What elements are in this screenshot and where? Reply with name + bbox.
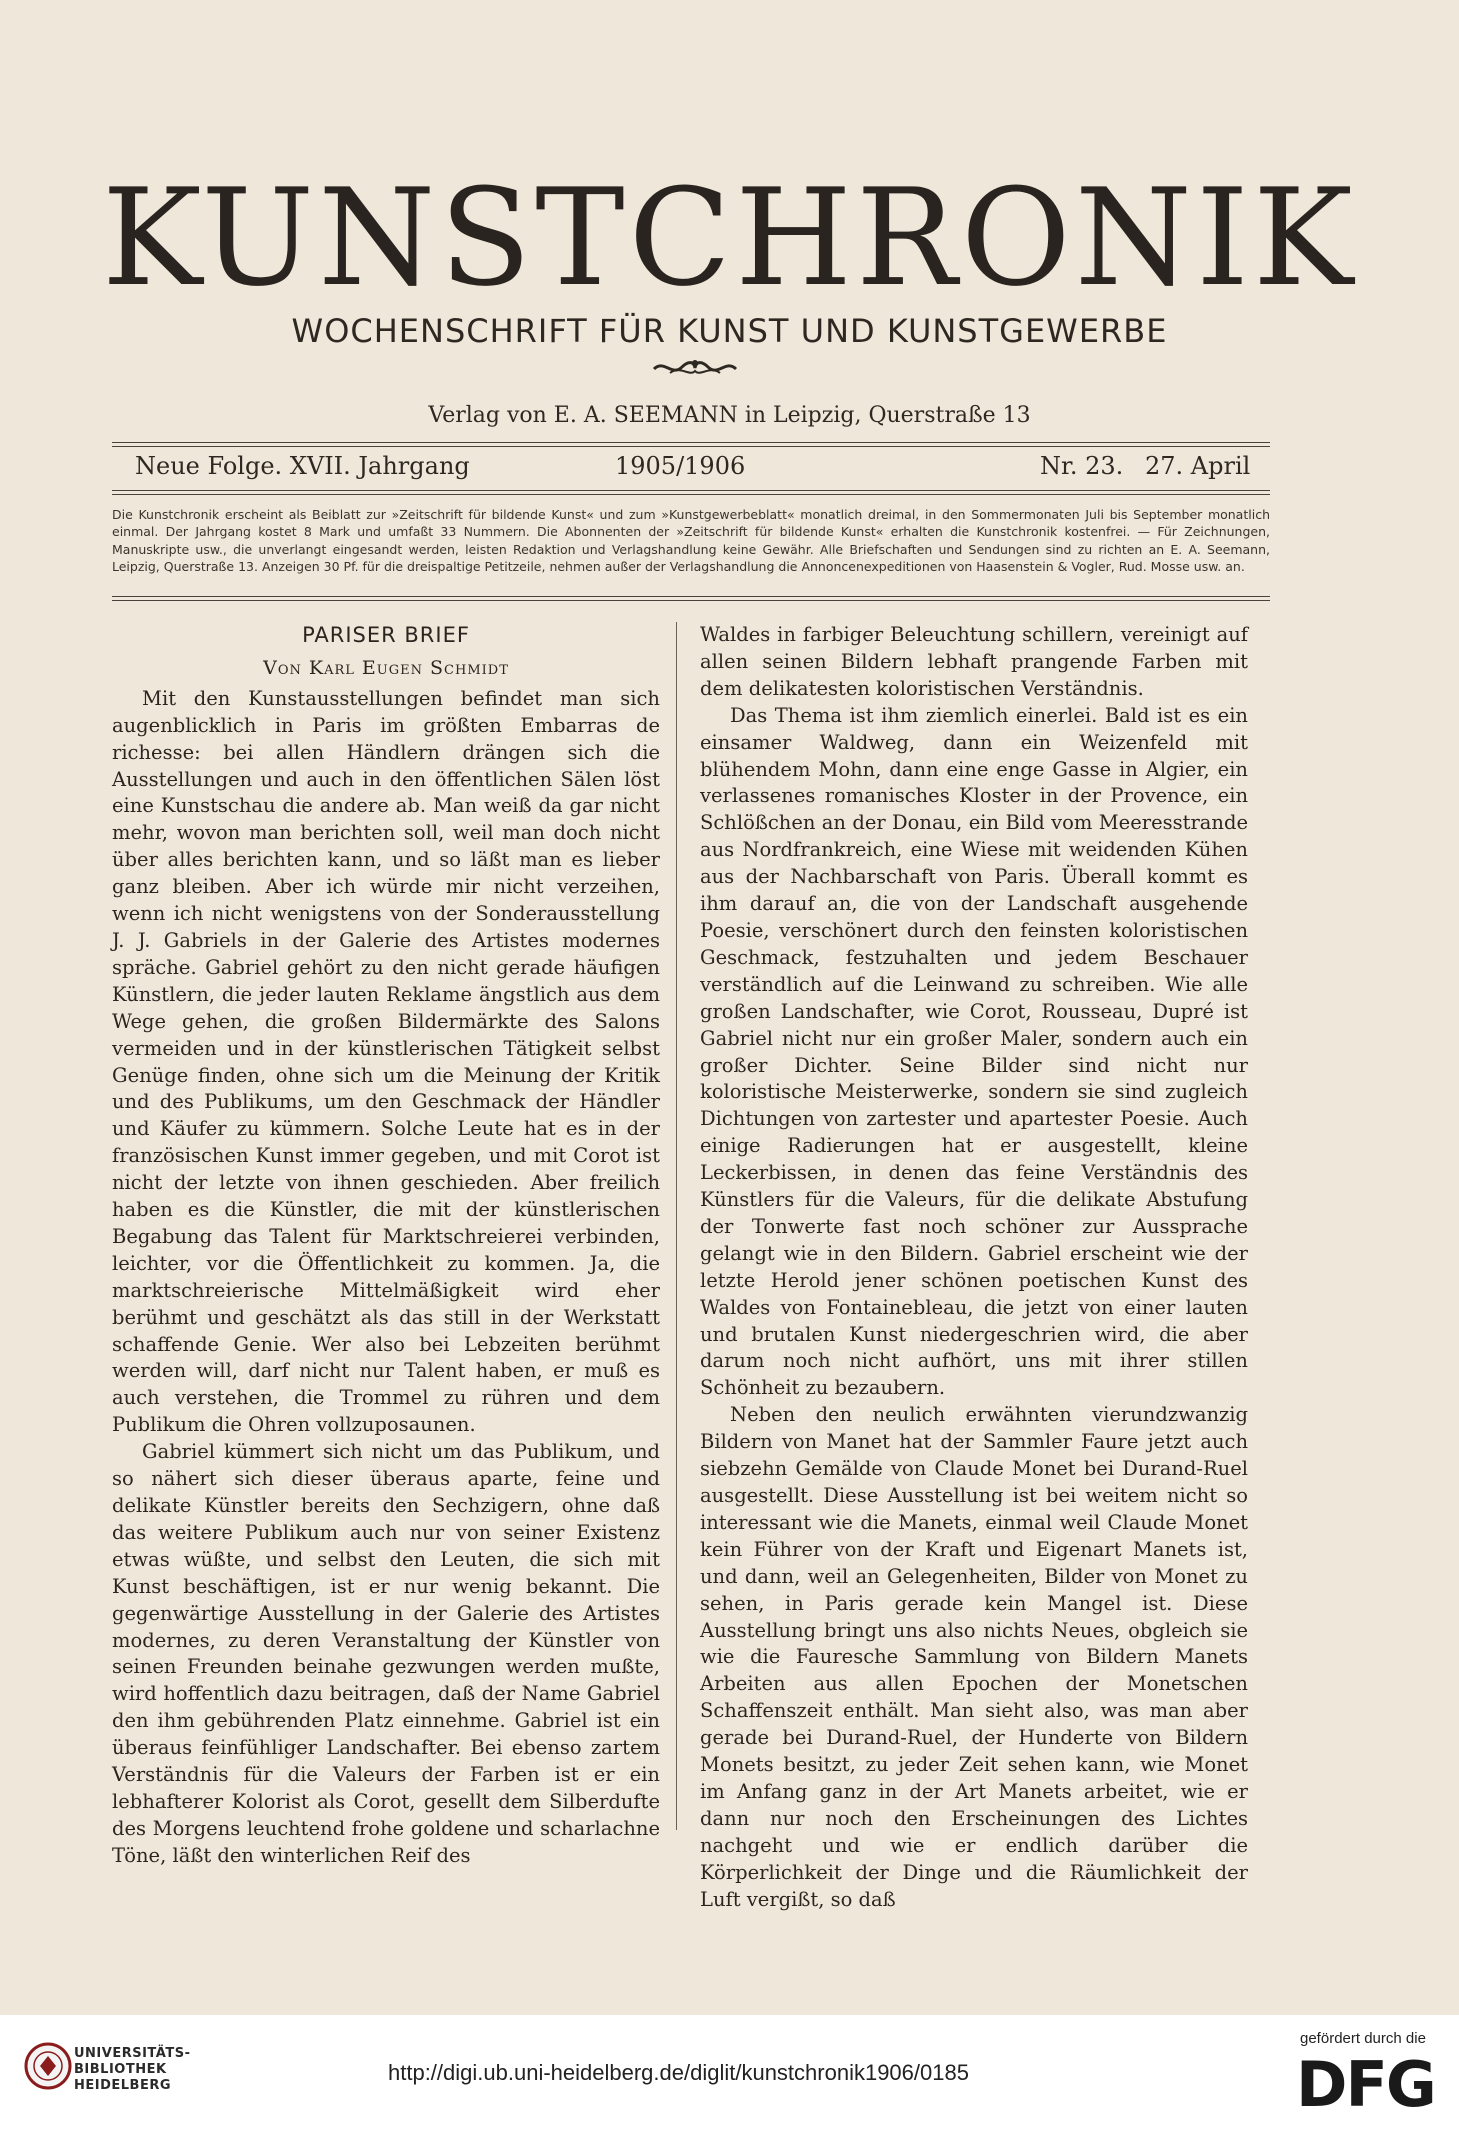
- issue-year: 1905/1906: [615, 452, 746, 480]
- journal-title: KUNSTCHRONIK: [101, 160, 1358, 316]
- publisher-line: Verlag von E. A. SEEMANN in Leipzig, Querstraße 13: [428, 403, 1031, 428]
- dfg-logo: DFG: [1296, 2048, 1435, 2121]
- paragraph: Mit den Kunstausstellungen befindet man sich augenblicklich in Paris im größten Embarras de richesse: bei allen Händlern drängen sich die Ausstellungen und auch in den öffentlichen Sälen löst eine Kunstschau die andere ab. Man weiß da gar nicht mehr, wovon man berichten soll, weil man doch nicht über alles berichten kann, und so läßt man es lieber ganz bleiben. Aber ich würde mir nicht verzeihen, wenn ich nicht wenigstens von der Sonderausstellung J. J. Gabriels in der Galerie des Artistes modernes spräche. Gabriel gehört zu den nicht gerade häufigen Künstlern, die jeder lauten Reklame ängstlich aus dem Wege gehen, die großen Bildermärkte des Salons vermeiden und in der künstlerischen Tätigkeit selbst Genüge finden, ohne sich um die Meinung der Kritik und des Publikums, um den Geschmack der Händler und Käufer zu kümmern. Solche Leute hat es in der französischen Kunst immer gegeben, und mit Corot ist nicht der letzte von ihnen geschieden. Aber freilich haben es die Künstler, die mit der künstlerischen Begabung das Talent für Marktschreierei verbinden, leichter, vor die Öffentlichkeit zu kommen. Ja, die marktschreierische Mittelmäßigkeit wird eher berühmt und geschätzt als das still in der Werkstatt schaffende Genie. Wer also bei Lebzeiten berühmt werden will, darf nicht nur Talent haben, er muß es auch verstehen, die Trommel zu rühren und dem Publikum die Ohren vollzuposaunen.: [112, 686, 660, 1437]
- source-url[interactable]: http://digi.ub.uni-heidelberg.de/diglit/kunstchronik1906/0185: [388, 2060, 969, 2085]
- issue-line: [135, 452, 1251, 486]
- divider: [112, 596, 1270, 597]
- paragraph: Neben den neulich erwähnten vierundzwanzig Bildern von Manet hat der Sammler Faure jetzt auch siebzehn Gemälde von Claude Monet bei Durand-Ruel ausgestellt. Diese Ausstellung ist bei weitem nicht so interessant wie die Manets, einmal weil Claude Monet kein Führer von der Kraft und Eigenart Manets ist, und dann, weil an Gelegenheiten, Bilder von Monet zu sehen, in Paris gerade kein Mangel ist. Diese Ausstellung bringt uns also nichts Neues, obgleich sie wie die Fauresche Sammlung von Bildern Manets Arbeiten aus allen Epochen der Monetschen Schaffenszeit enthält. Man sieht also, was man aber gerade bei Durand-Ruel, der Hunderte von Bildern Monets besitzt, zu jeder Zeit sehen kann, wie Monet im Anfang ganz in der Art Manets arbeitet, wie er dann nur noch den Erscheinungen des Lichtes nachgeht und wie er endlich darüber die Körperlichkeit der Dinge und die Räumlichkeit der Luft vergißt, so daß: [700, 1403, 1248, 1911]
- issue-series: Neue Folge. XVII. Jahrgang: [135, 452, 470, 480]
- funding-label: gefördert durch die: [1300, 2030, 1426, 2047]
- paragraph: Gabriel kümmert sich nicht um das Publikum, und so nähert sich dieser überaus aparte, feine und delikate Künstler bereits den Sechzigern, ohne daß das weitere Publikum auch nur von seiner Existenz etwas wüßte, und selbst den Leuten, die sich mit Kunst beschäftigen, ist er nur wenig bekannt. Die gegenwärtige Ausstellung in der Galerie des Artistes modernes, zu deren Veranstaltung der Künstler von seinen Freunden beinahe gezwungen werden mußte, wird hoffentlich dazu beitragen, daß der Name Gabriel den ihm gebührenden Platz einnehme. Gabriel ist ein überaus feinfühliger Landschafter. Bei ebenso zartem Verständnis für die Valeurs der Farben ist er ein lebhafterer Kolorist als Corot, gesellt dem Silberdufte des Morgens leuchtend frohe goldene und scharlachne Töne, läßt den winterlichen Reif des: [112, 1440, 660, 1867]
- issue-date: 27. April: [1145, 452, 1251, 480]
- journal-subtitle: WOCHENSCHRIFT FÜR KUNST UND KUNSTGEWERBE: [291, 312, 1168, 350]
- divider: [112, 446, 1270, 447]
- left-column: [112, 622, 660, 1870]
- subscription-notice: Die Kunstchronik erscheint als Beiblatt zur »Zeitschrift für bildende Kunst« und zum »Kunstgewerbeblatt« monatlich dreimal, in den Sommermonaten Juli bis September monatlich einmal. Der Jahrgang kostet 8 Mark und umfaßt 33 Nummern. Die Abonnenten der »Zeitschrift für bildende Kunst« erhalten die Kunstchronik kostenfrei. — Für Zeichnungen, Manuskripte usw., die unverlangt eingesandt werden, leisten Redaktion und Verlagshandlung keine Gewähr. Alle Briefschaften und Sendungen sind zu richten an E. A. Seemann, Leipzig, Querstraße 13. Anzeigen 30 Pf. für die dreispaltige Petitzeile, nehmen außer der Verlagshandlung die Annoncenexpeditionen von Haasenstein & Vogler, Rud. Mosse usw. an.: [112, 507, 1270, 574]
- issue-number: Nr. 23.: [1040, 452, 1124, 480]
- divider: [112, 600, 1270, 601]
- library-name: UNIVERSITÄTS- BIBLIOTHEK HEIDELBERG: [74, 2046, 191, 2093]
- divider: [112, 490, 1270, 491]
- paragraph: Das Thema ist ihm ziemlich einerlei. Bald ist es ein einsamer Waldweg, dann ein Weizenfeld mit blühendem Mohn, dann eine enge Gasse in Algier, ein verlassenes romanisches Kloster in der Provence, ein Schlößchen an der Donau, ein Bild vom Meeresstrande aus Nordfrankreich, eine Wiese mit weidenden Kühen aus der Nachbarschaft von Paris. Überall kommt es ihm darauf an, die von der Landschaft ausgehende Poesie, verschönert durch den feinsten koloristischen Geschmack, festzuhalten und jedem Beschauer verständlich auf die Leinwand zu schreiben. Wie alle großen Landschafter, wie Corot, Rousseau, Dupré ist Gabriel nicht nur ein großer Maler, sondern auch ein großer Dichter. Seine Bilder sind nicht nur koloristische Meisterwerke, sondern sie sind zugleich Dichtungen von zartester und apartester Poesie. Auch einige Radierungen hat er ausgestellt, kleine Leckerbissen, in denen das feine Verständnis des Künstlers für die Valeurs, für die delikate Abstufung der Tonwerte fast noch schöner zur Aussprache gelangt wie in den Bildern. Gabriel erscheint wie der letzte Herold jener schönen poetischen Kunst des Waldes von Fontainebleau, die jetzt von einer lauten und brutalen Kunst niedergeschrien wird, die aber darum noch nicht aufhört, uns mit ihrer stillen Schönheit zu bezaubern.: [700, 703, 1248, 1400]
- divider: [112, 494, 1270, 495]
- article-title: PARISER BRIEF: [302, 623, 470, 647]
- right-column: [700, 622, 1248, 1914]
- paragraph: Waldes in farbiger Beleuchtung schillern, vereinigt auf allen seinen Bildern lebhaft prangende Farben mit dem delikatesten koloristischen Verständnis.: [700, 623, 1248, 700]
- divider: [112, 442, 1270, 443]
- column-divider: [676, 622, 677, 1830]
- ornament-icon: [650, 355, 740, 381]
- article-author: Von Karl Eugen Schmidt: [263, 656, 509, 679]
